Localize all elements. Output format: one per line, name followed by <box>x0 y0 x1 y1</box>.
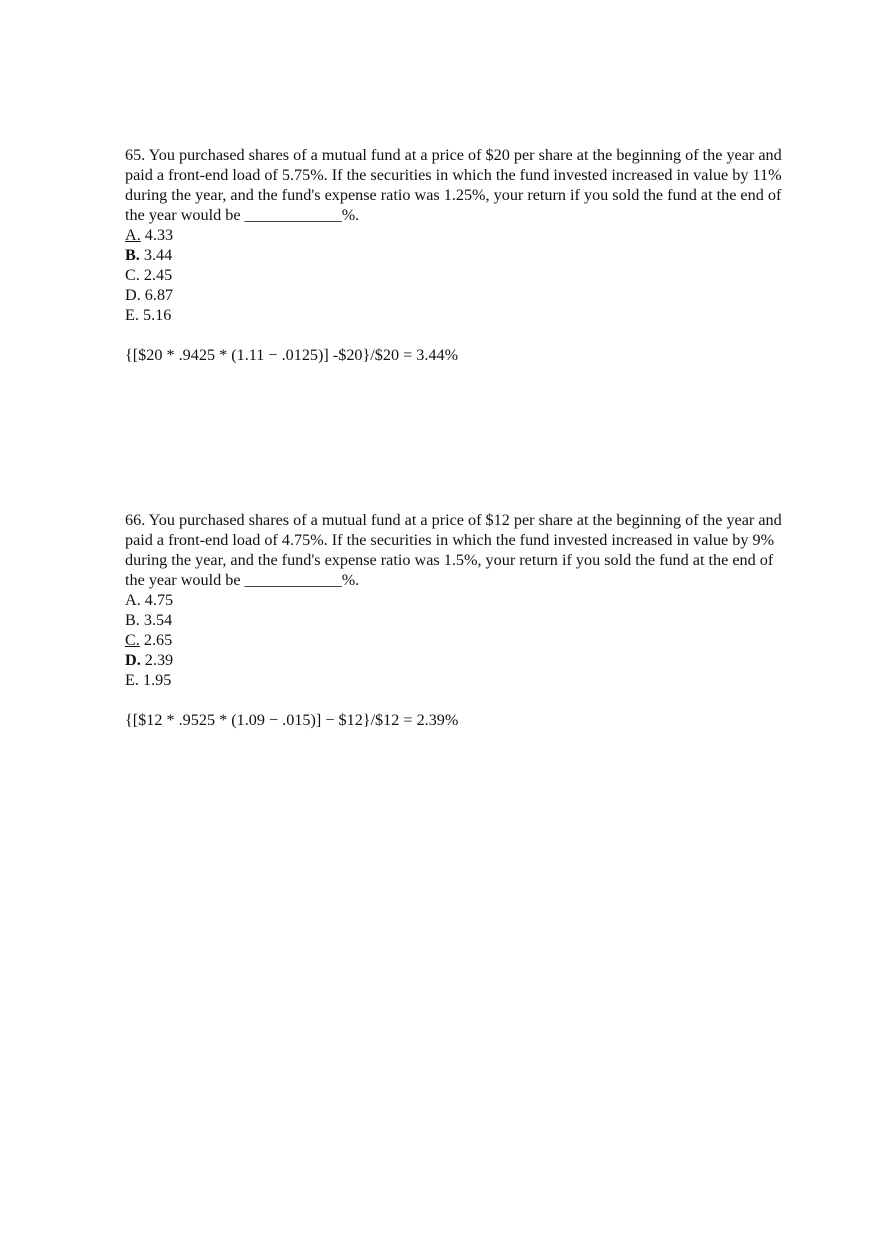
option-e <box>125 670 785 690</box>
option-d <box>125 285 785 305</box>
option-value: 4.75 <box>140 591 174 609</box>
answer-options <box>125 590 785 690</box>
question-stem: 66. You purchased shares of a mutual fund at a price of $12 per share at the beginning of the year and paid a front-end load of 4.75%. If the securities in which the fund invested increased in value by 9% during the year, and the fund's expense ratio was 1.5%, your return if you sold the fund at the end of the year would be ____________%. <box>125 511 782 589</box>
option-letter: E. <box>125 671 139 689</box>
option-b <box>125 245 785 265</box>
option-value: 1.95 <box>138 671 172 689</box>
solution-formula: {[$20 * .9425 * (1.11 − .0125)] -$20}/$20 = 3.44% <box>125 346 459 364</box>
option-value: 2.45 <box>139 266 173 284</box>
option-letter: E. <box>125 306 139 324</box>
option-value: 6.87 <box>140 286 174 304</box>
option-c <box>125 630 785 650</box>
option-letter: D. <box>125 286 141 304</box>
option-letter-correct: D. <box>125 651 141 669</box>
option-d <box>125 650 785 670</box>
option-a <box>125 225 785 245</box>
option-value: 2.39 <box>140 651 174 669</box>
option-value: 3.44 <box>139 246 173 264</box>
question-66 <box>125 510 785 730</box>
question-stem: 65. You purchased shares of a mutual fund at a price of $20 per share at the beginning of the year and paid a front-end load of 5.75%. If the securities in which the fund invested increased in value by 11% during the year, and the fund's expense ratio was 1.25%, your return if you sold the fund at the end of the year would be ____________%. <box>125 146 782 224</box>
option-value: 3.54 <box>139 611 173 629</box>
option-value: 4.33 <box>140 226 174 244</box>
option-a <box>125 590 785 610</box>
option-c <box>125 265 785 285</box>
answer-options <box>125 225 785 325</box>
option-letter: A. <box>125 226 141 244</box>
option-letter: C. <box>125 631 140 649</box>
option-e <box>125 305 785 325</box>
option-value: 2.65 <box>139 631 173 649</box>
option-letter: A. <box>125 591 141 609</box>
option-letter: B. <box>125 611 140 629</box>
question-65 <box>125 145 785 365</box>
solution-formula: {[$12 * .9525 * (1.09 − .015)] − $12}/$12 = 2.39% <box>125 711 459 729</box>
option-b <box>125 610 785 630</box>
option-letter-correct: B. <box>125 246 140 264</box>
option-value: 5.16 <box>138 306 172 324</box>
option-letter: C. <box>125 266 140 284</box>
